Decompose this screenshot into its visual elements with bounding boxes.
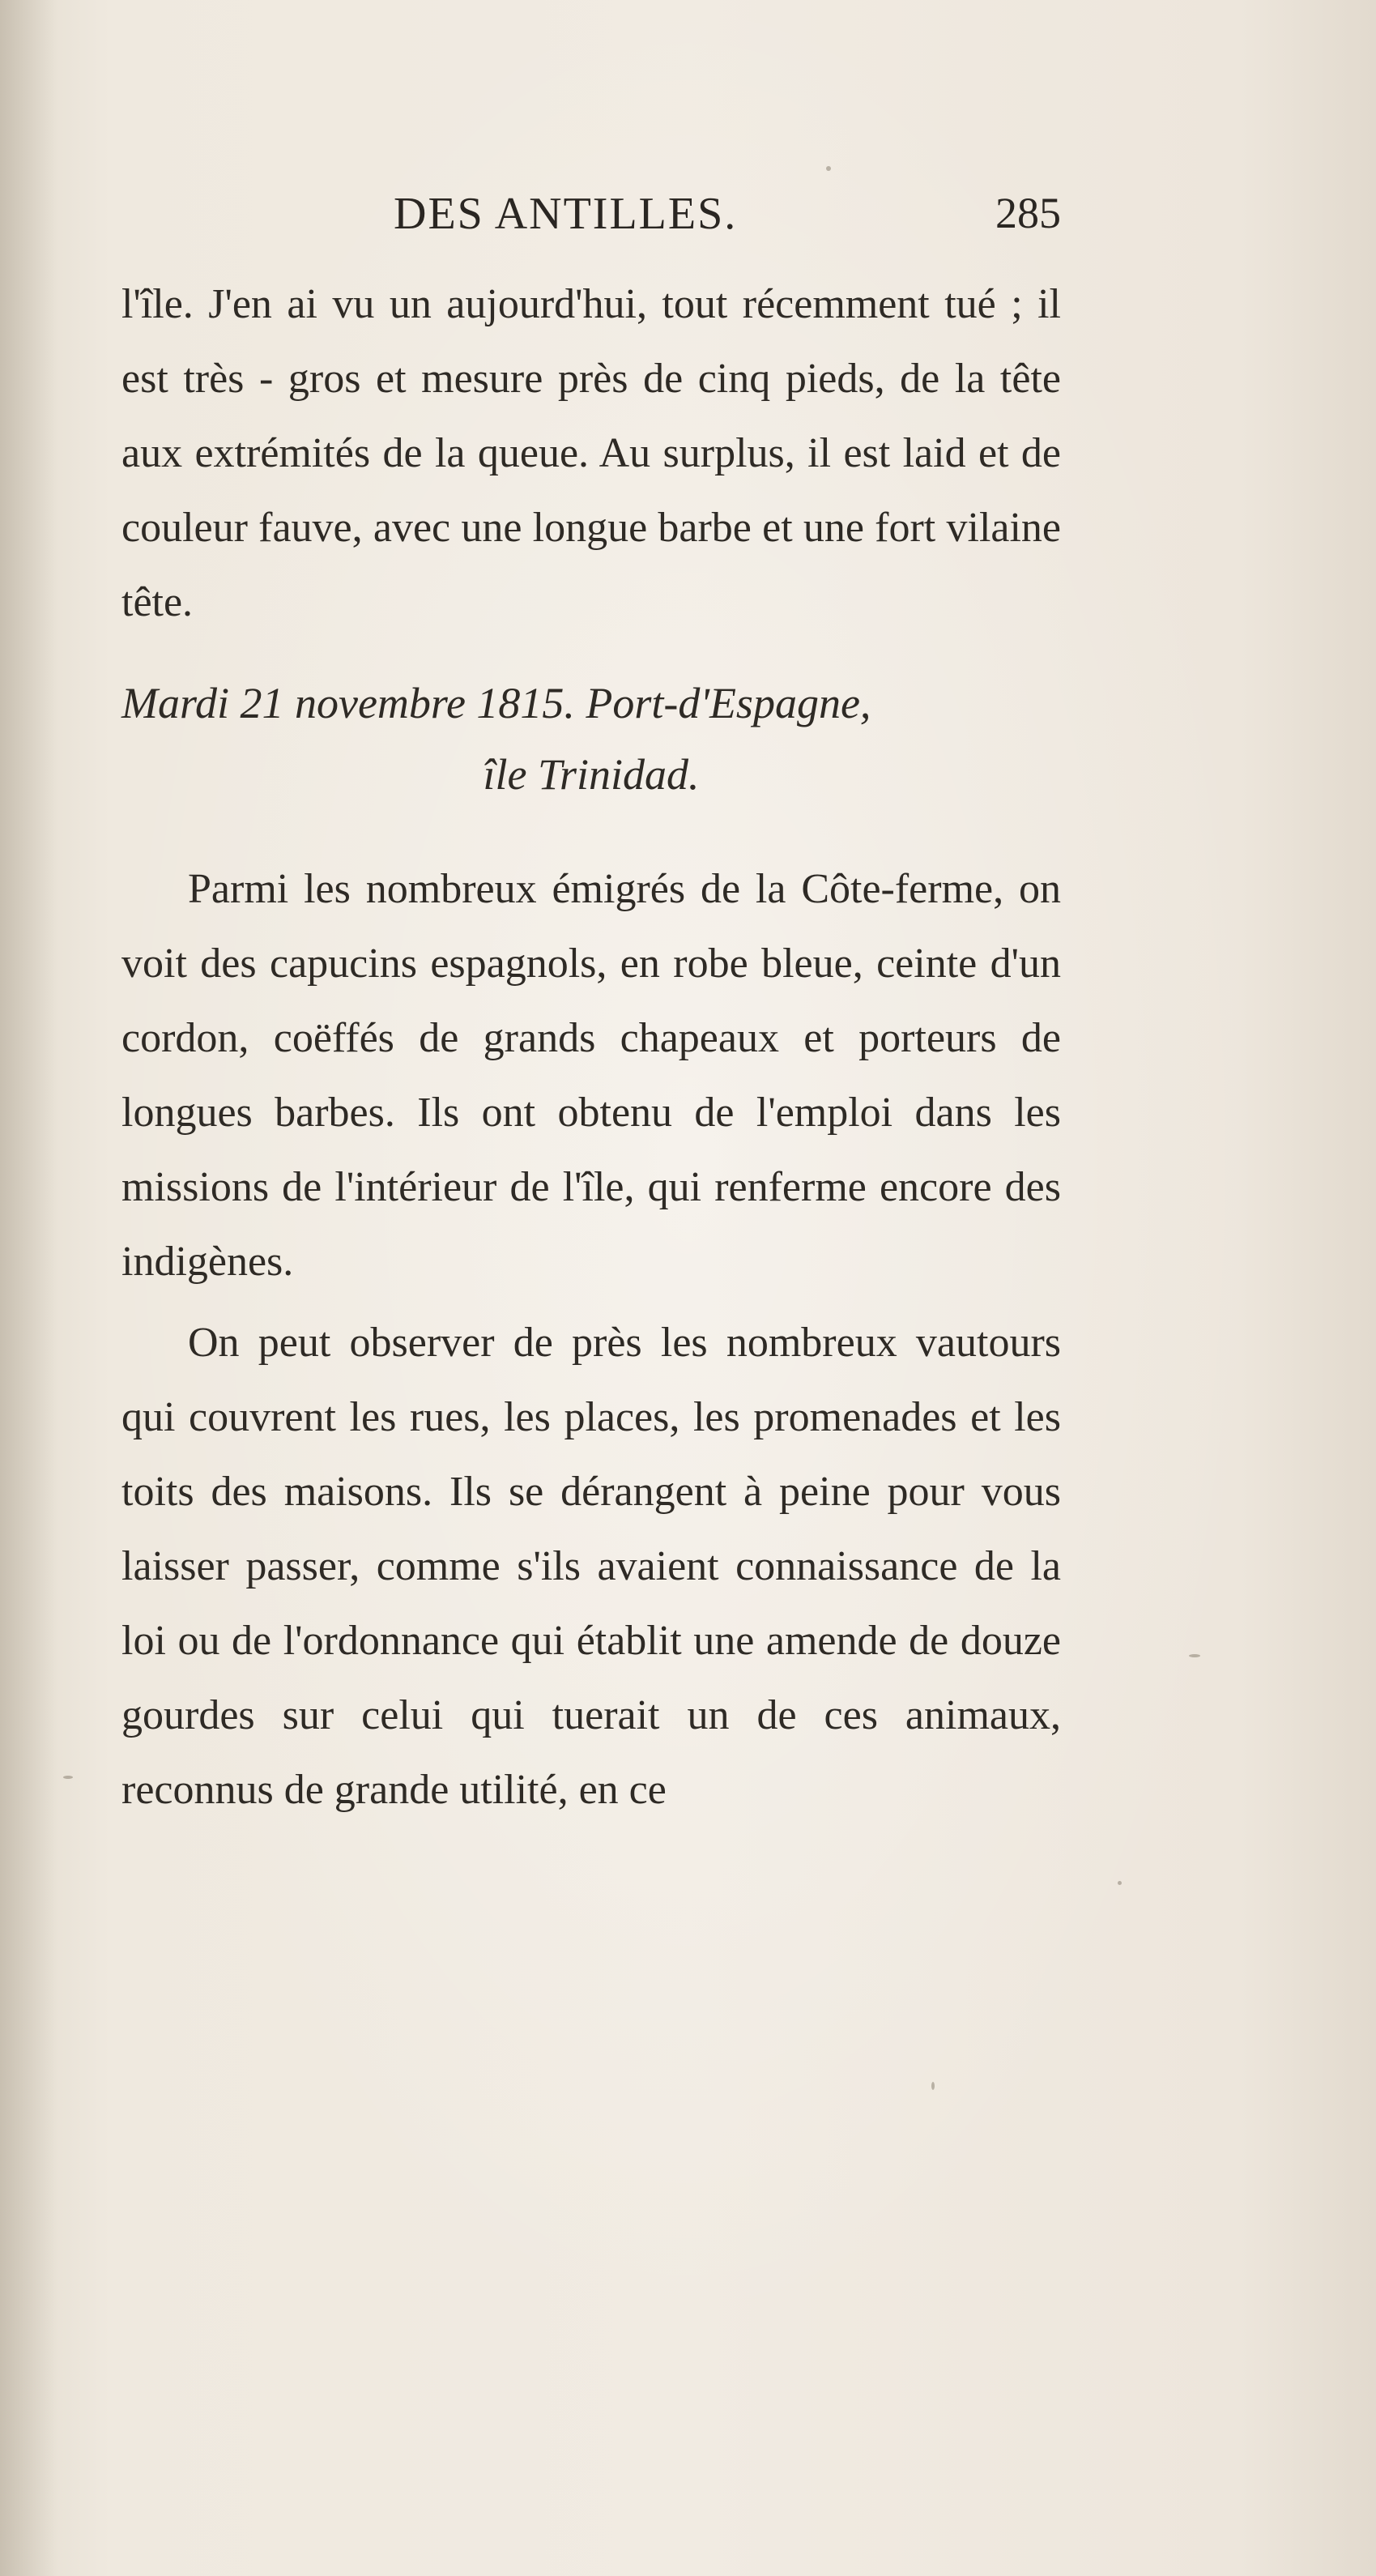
page-number: 285	[995, 189, 1061, 237]
paper-speck	[63, 1776, 73, 1779]
paper-speck	[931, 2082, 935, 2090]
paper-speck	[1189, 1654, 1200, 1657]
paper-speck	[826, 166, 831, 171]
dateline-line-1: Mardi 21 novembre 1815. Port-d'Espagne,	[121, 679, 871, 727]
dateline-line-2: île Trinidad.	[483, 750, 700, 799]
paper-speck	[1118, 1881, 1122, 1885]
paragraph: Parmi les nombreux émigrés de la Côte-ferme, on voit des capucins espagnols, en robe bleue, ceinte d'un cordon, coëffés de grands chapeaux et porteurs de longues barbes. Ils ont obtenu de l'emploi dans les missions de l'intérieur de l'île, qui renferme encore des indigènes.	[121, 866, 1061, 1285]
text-body	[121, 267, 1061, 1828]
page-header	[121, 188, 1061, 253]
paragraph: On peut observer de près les nombreux vautours qui couvrent les rues, les places, les promenades et les toits des maisons. Ils se dérangent à peine pour vous laisser passer, comme s'ils avaient connaissance de la loi ou de l'ordonnance qui établit une amende de douze gourdes sur celui qui tuerait un de ces animaux, reconnus de grande utilité, en ce	[121, 1320, 1061, 1813]
continuation-paragraph: l'île. J'en ai vu un aujourd'hui, tout récemment tué ; il est très - gros et mesure près de cinq pieds, de la tête aux extrémités de la queue. Au surplus, il est laid et de couleur fauve, avec une longue barbe et une fort vilaine tête.	[121, 281, 1061, 625]
running-head: DES ANTILLES.	[394, 189, 738, 239]
dateline	[121, 667, 1061, 810]
gutter-shadow	[0, 0, 57, 2576]
